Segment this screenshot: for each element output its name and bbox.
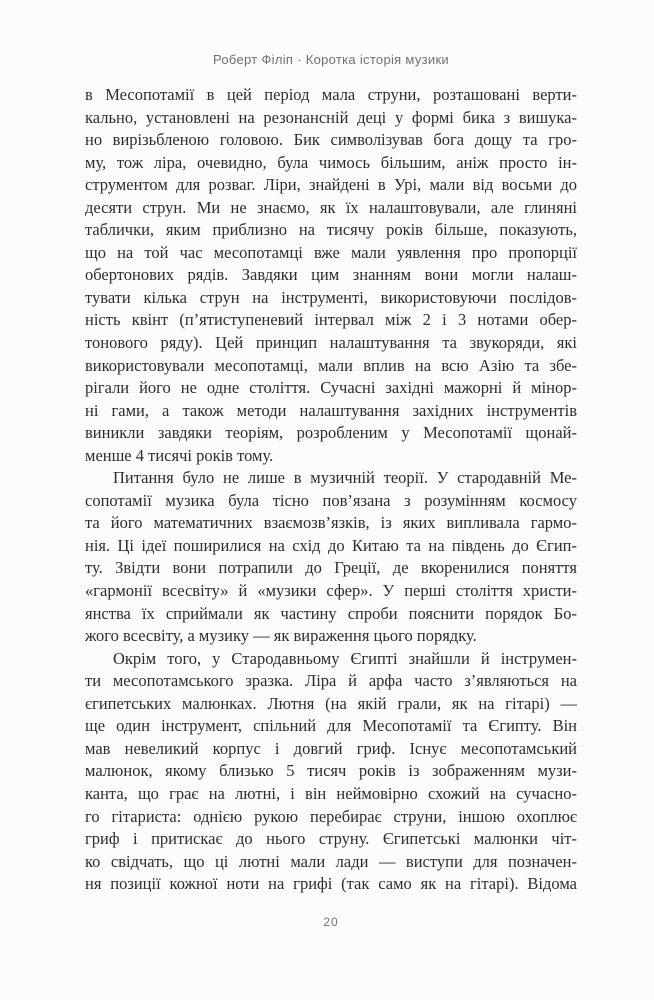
text-line: Окрім того, у Стародавньому Єгипті знайшли й інструмен- xyxy=(113,648,577,668)
text-line: нія. Ці ідеї поширилися на схід до Китаю та на південь до Єгип- xyxy=(85,535,577,555)
text-line: ні гами, а також методи налаштування західних інструментів xyxy=(85,400,577,420)
running-header: Роберт Філіп · Коротка історія музики xyxy=(212,52,449,67)
text-line: гриф і притискає до нього струну. Єгипетські малюнки чіт- xyxy=(85,829,577,849)
text-line: менше 4 тисячі років тому. xyxy=(85,445,274,465)
text-line: малюнок, якому близько 5 тисяч років із зображенням музи- xyxy=(85,761,577,781)
text-line: в Месопотамії в цей період мала струни, розташовані верти- xyxy=(85,85,577,104)
text-line: го гітариста: однією рукою перебирає струни, іншою охоплює xyxy=(85,806,577,826)
text-line: ня позиції кожної ноти на грифі (так само як на гітарі). Відома xyxy=(85,874,577,894)
text-line: му, тож ліра, очевидно, була чимось більшим, аніж просто ін- xyxy=(85,152,577,172)
text-line: таблички, яким приблизно на тисячу років більше, показують, xyxy=(85,220,577,240)
text-line: ще один інструмент, спільний для Месопотамії та Єгипту. Він xyxy=(85,716,577,736)
text-line: кально, установлені на резонансній деці у формі бика з вишука- xyxy=(85,107,577,127)
text-line: «гармонії всесвіту» й «музики сфер». У перші століття христи- xyxy=(85,581,577,601)
text-line: но вирізьбленою головою. Бик символізував бога дощу та гро- xyxy=(85,130,577,150)
body-text xyxy=(85,84,577,896)
text-line: ту. Звідти вони потрапили до Греції, де вкоренилися поняття xyxy=(85,558,577,578)
page-number: 20 xyxy=(323,915,339,929)
text-line: десяти струн. Ми не знаємо, як їх налаштовували, але глиняні xyxy=(85,197,577,217)
text-line: мав невеликий корпус і довгий гриф. Існує месопотамський xyxy=(85,738,577,758)
text-line: виникли завдяки теоріям, розробленим у Месопотамії щонай- xyxy=(85,423,577,443)
text-line: сопотамії музика була тісно пов’язана з розумінням космосу xyxy=(85,490,577,510)
text-line: янства їх сприймали як частину спроби пояснити порядок Бо- xyxy=(85,603,577,623)
text-line: жого всесвіту, а музику — як вираження цього порядку. xyxy=(85,626,477,646)
text-line: та його математичних взаємозв’язків, із яких випливала гармо- xyxy=(85,513,577,533)
text-line: ність квінт (п’ятиступеневий інтервал між 2 і 3 нотами обер- xyxy=(85,310,577,330)
text-line: канта, що грає на лютні, і він неймовірно схожий на сучасно- xyxy=(85,783,577,803)
text-line: рігали його не одне століття. Сучасні західні мажорні й мінор- xyxy=(85,378,577,398)
text-line: що на той час месопотамці вже мали уявлення про пропорції xyxy=(85,242,577,262)
text-line: єгипетських малюнках. Лютня (на якій грали, як на гітарі) — xyxy=(85,693,577,713)
text-line: тувати кілька струн на інструменті, використовуючи послідов- xyxy=(85,287,577,307)
text-line: ко свідчать, що ці лютні мали лади — виступи для позначен- xyxy=(85,851,577,871)
text-line: тонового ряду). Цей принцип налаштування та звукоряди, які xyxy=(85,333,577,353)
text-line: використовували месопотамці, мали вплив на всю Азію та збе- xyxy=(85,355,577,375)
text-line: ти месопотамського зразка. Ліра й арфа часто з’являються на xyxy=(85,671,577,691)
text-line: струментом для розваг. Ліри, знайдені в Урі, мали від восьми до xyxy=(85,175,577,195)
text-line: обертонових рядів. Завдяки цим знанням вони могли налаш- xyxy=(85,265,577,285)
text-line: Питання було не лише в музичній теорії. У стародавній Ме- xyxy=(113,468,577,488)
